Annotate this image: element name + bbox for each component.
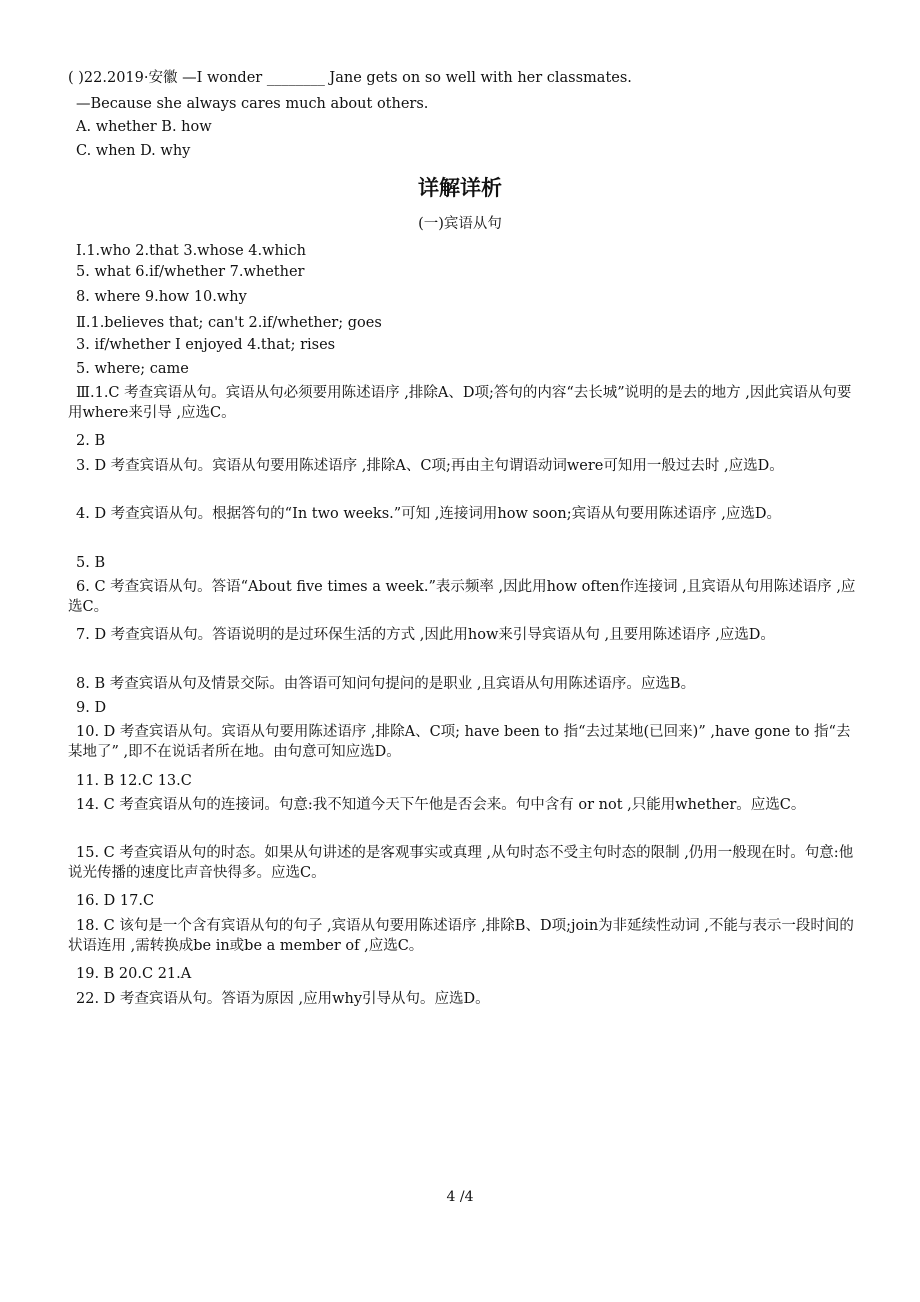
question-options-row2: C. when D. why [76, 143, 191, 159]
answer-paragraph: 6. C 考查宾语从句。答语“About five times a week.”表示频率 ,因此用how often作连接词 ,且宾语从句用陈述语序 ,应选C。 [68, 579, 856, 615]
answer-line: 9. D [76, 700, 107, 716]
answer-paragraph: 4. D 考查宾语从句。根据答句的“In two weeks.”可知 ,连接词用how soon;宾语从句要用陈述语序 ,应选D。 [76, 506, 781, 522]
answer-line: 11. B 12.C 13.C [76, 773, 192, 789]
question-stem: ( )22.2019·安徽 —I wonder ________ Jane gets on so well with her classmates. [68, 70, 632, 86]
question-reply: —Because she always cares much about others. [76, 96, 429, 112]
answer-line: Ⅰ.1.who 2.that 3.whose 4.which [76, 243, 306, 259]
answer-paragraph: 3. D 考查宾语从句。宾语从句要用陈述语序 ,排除A、C项;再由主句谓语动词were可知用一般过去时 ,应选D。 [76, 458, 784, 474]
question-options-row1: A. whether B. how [76, 119, 212, 135]
section-subtitle: (一)宾语从句 [418, 216, 502, 232]
page-number: 4 /4 [446, 1189, 474, 1205]
answer-line: 8. B 考查宾语从句及情景交际。由答语可知问句提问的是职业 ,且宾语从句用陈述语序。应选B。 [76, 676, 696, 692]
answer-paragraph: Ⅲ.1.C 考查宾语从句。宾语从句必须要用陈述语序 ,排除A、D项;答句的内容“去长城”说明的是去的地方 ,因此宾语从句要用where来引导 ,应选C。 [68, 385, 852, 421]
answer-line: 5. what 6.if/whether 7.whether [76, 264, 305, 280]
answer-line: 5. B [76, 555, 106, 571]
answer-line: 16. D 17.C [76, 893, 155, 909]
answer-line: 2. B [76, 433, 106, 449]
answer-line: 3. if/whether I enjoyed 4.that; rises [76, 337, 336, 353]
answer-line: 22. D 考查宾语从句。答语为原因 ,应用why引导从句。应选D。 [76, 991, 490, 1007]
answer-paragraph: 7. D 考查宾语从句。答语说明的是过环保生活的方式 ,因此用how来引导宾语从句 ,且要用陈述语序 ,应选D。 [76, 627, 775, 643]
answer-line: 19. B 20.C 21.A [76, 966, 192, 982]
answer-line: 8. where 9.how 10.why [76, 289, 247, 305]
answer-paragraph: 14. C 考查宾语从句的连接词。句意:我不知道今天下午他是否会来。句中含有 or not ,只能用whether。应选C。 [76, 797, 806, 813]
answer-line: Ⅱ.1.believes that; can't 2.if/whether; goes [76, 315, 382, 331]
page-title: 详解详析 [418, 175, 502, 200]
answer-paragraph: 18. C 该句是一个含有宾语从句的句子 ,宾语从句要用陈述语序 ,排除B、D项;join为非延续性动词 ,不能与表示一段时间的状语连用 ,需转换成be in或be a member of ,应选C。 [68, 918, 854, 954]
answer-paragraph: 10. D 考查宾语从句。宾语从句要用陈述语序 ,排除A、C项; have been to 指“去过某地(已回来)” ,have gone to 指“去某地了” ,即不在说话者所在地。由句意可知应选D。 [68, 724, 851, 760]
answer-paragraph: 15. C 考查宾语从句的时态。如果从句讲述的是客观事实或真理 ,从句时态不受主句时态的限制 ,仍用一般现在时。句意:他说光传播的速度比声音快得多。应选C。 [68, 845, 854, 881]
answer-line: 5. where; came [76, 361, 189, 377]
